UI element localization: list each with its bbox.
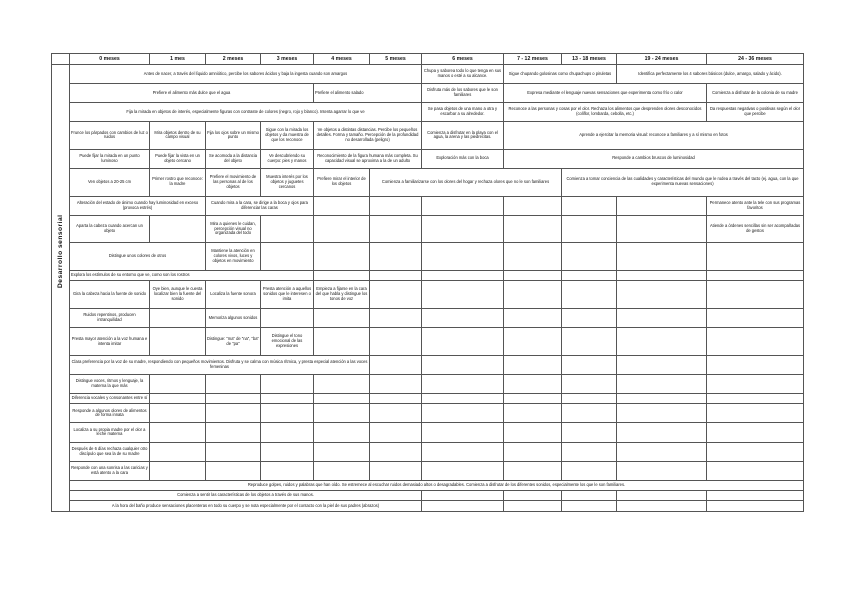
grid-cell — [261, 215, 314, 243]
grid-cell — [617, 442, 707, 461]
table-row — [52, 309, 804, 328]
grid-cell: Permanece atento ante la tele con sus programas favoritos — [707, 196, 804, 215]
grid-cell — [370, 271, 422, 281]
grid-cell: Prefiere el alimento más dulce que el agua — [70, 84, 314, 103]
grid-cell — [504, 394, 562, 404]
table-row — [52, 394, 804, 404]
grid-cell — [150, 394, 206, 404]
grid-cell — [422, 374, 504, 393]
grid-cell: Comienza a sentir las características de los objetos a través de sus manos. — [70, 491, 422, 501]
grid-cell: Fija los ojos sobre un mismo punto — [206, 122, 261, 150]
grid-cell — [707, 461, 804, 480]
table-row — [52, 122, 804, 150]
grid-cell — [314, 309, 370, 328]
table-row — [52, 480, 804, 490]
grid-cell — [562, 394, 617, 404]
grid-cell — [206, 394, 261, 404]
grid-cell — [261, 243, 314, 271]
grid-cell: Primer rostro que reconoce: la madre — [150, 168, 206, 196]
grid-cell — [422, 215, 504, 243]
grid-cell — [314, 442, 370, 461]
grid-cell — [617, 394, 707, 404]
grid-cell — [422, 281, 504, 309]
grid-cell — [707, 394, 804, 404]
grid-cell — [422, 442, 504, 461]
grid-cell: Expresa mediante el lenguaje nuevas sensaciones que experimenta como frío o calor — [504, 84, 707, 103]
header-19-24-meses: 19 - 24 meses — [617, 54, 707, 65]
grid-cell: Mantiene la atención en colores vivos, luces y objetos en movimiento — [206, 243, 261, 271]
grid-cell — [562, 501, 617, 512]
grid-cell — [206, 374, 261, 393]
sensory-development-table — [51, 53, 804, 512]
grid-cell — [617, 491, 707, 501]
grid-cell — [150, 404, 206, 423]
header-0-meses: 0 meses — [70, 54, 150, 65]
grid-cell — [314, 461, 370, 480]
header-4-meses: 4 meses — [314, 54, 370, 65]
grid-cell: Ve objetos a distintas distancias. Percibe los pequeños detalles. Forma y tamaño. Percepción de la profundidad no desarrollada (peligro) — [314, 122, 422, 150]
grid-cell: Puede fijar la mirada en un punto luminoso — [70, 149, 150, 168]
grid-cell — [314, 243, 370, 271]
grid-cell — [707, 374, 804, 393]
grid-cell: Ve descubriendo su cuerpo: pies y manos — [261, 149, 314, 168]
table-row — [52, 84, 804, 103]
grid-cell — [562, 281, 617, 309]
grid-cell — [504, 423, 562, 442]
grid-cell — [707, 309, 804, 328]
grid-cell: Aparta la cabeza cuando acercan un objeto — [70, 215, 150, 243]
grid-cell — [504, 328, 562, 356]
grid-cell — [617, 404, 707, 423]
grid-cell — [261, 423, 314, 442]
grid-cell: Comienza a disfrutar de la colonia de su madre — [707, 84, 804, 103]
grid-cell: Mira objetos dentro de su campo visual — [150, 122, 206, 150]
table-row — [52, 65, 804, 84]
grid-cell: Cuando mira a la cara, se dirige a la boca y ojos para diferenciar las caras — [206, 196, 314, 215]
grid-cell — [370, 394, 422, 404]
header-5-meses: 5 meses — [370, 54, 422, 65]
grid-cell — [314, 374, 370, 393]
grid-cell — [562, 215, 617, 243]
grid-cell: Ven objetos a 20-25 cm — [70, 168, 150, 196]
grid-cell — [707, 243, 804, 271]
grid-cell: Gira la cabeza hacia la fuente de sonido — [70, 281, 150, 309]
grid-cell — [562, 374, 617, 393]
grid-cell — [562, 423, 617, 442]
grid-cell — [422, 461, 504, 480]
grid-cell — [150, 215, 206, 243]
grid-cell — [314, 423, 370, 442]
table-row — [52, 168, 804, 196]
grid-cell — [370, 461, 422, 480]
header-13-18-meses: 13 - 18 meses — [562, 54, 617, 65]
grid-cell — [707, 442, 804, 461]
grid-cell — [422, 491, 504, 501]
grid-cell — [370, 281, 422, 309]
grid-cell: Identifica perfectamente los 4 sabores básicos (dulce, amargo, salado y ácido). — [617, 65, 804, 84]
grid-cell — [370, 309, 422, 328]
grid-cell — [707, 423, 804, 442]
grid-cell: Sigue chupando golosinas como chupachups o piruletas — [504, 65, 617, 84]
grid-cell: Muestra interés por los objetos y juguetes cercanos — [261, 168, 314, 196]
grid-cell: Responde a cambios bruscos de luminosidad — [504, 149, 804, 168]
table-row — [52, 423, 804, 442]
grid-cell — [617, 215, 707, 243]
grid-cell: Atiende a órdenes sencillas sin ser acompañadas de gestos — [707, 215, 804, 243]
grid-cell — [150, 328, 206, 356]
grid-cell — [504, 404, 562, 423]
grid-cell — [150, 442, 206, 461]
grid-cell: Responde a algunos olores de alimentos de forma innata — [70, 404, 150, 423]
grid-cell — [422, 355, 504, 374]
grid-cell — [617, 461, 707, 480]
corner-cell — [52, 54, 70, 65]
grid-cell: Fija la mirada en objetos de interés, especialmente figuras con contraste de colores (negro, rojo y blanco). Intenta agarrar lo que ve — [70, 103, 422, 122]
grid-cell: Diferencia vocales y consonantes entre sí — [70, 394, 150, 404]
grid-cell — [314, 328, 370, 356]
grid-cell: Alteración del estado de ánimo cuando hay luminosidad en exceso (provoca estrés) — [70, 196, 206, 215]
grid-cell: Comienza a disfrutar en la playa con el agua, la arena y las piedrecitas. — [422, 122, 504, 150]
grid-cell: Prefiere el alimento salado — [314, 84, 422, 103]
grid-cell — [314, 394, 370, 404]
grid-cell — [562, 271, 617, 281]
grid-cell — [707, 491, 804, 501]
table-row — [52, 461, 804, 480]
grid-cell — [206, 461, 261, 480]
grid-cell: Presta atención a aquellos sonidos que le interesen o imita — [261, 281, 314, 309]
grid-cell — [707, 404, 804, 423]
grid-cell: Da respuestas negativas o positivas según el olor que percibe — [707, 103, 804, 122]
grid-cell — [422, 309, 504, 328]
grid-cell — [617, 374, 707, 393]
grid-cell: Oye bien, aunque le cuesta localizar bien la fuente del sonido — [150, 281, 206, 309]
grid-cell — [617, 423, 707, 442]
grid-cell: Localiza a su propia madre por el olor a leche materna — [70, 423, 150, 442]
grid-cell: Explora los estímulos de su entorno que ve, como son los rostros — [70, 271, 314, 281]
grid-cell — [206, 442, 261, 461]
table-row — [52, 103, 804, 122]
grid-cell — [150, 309, 206, 328]
table-row — [52, 243, 804, 271]
header-7-12-meses: 7 - 12 meses — [504, 54, 562, 65]
grid-cell — [504, 501, 562, 512]
grid-cell — [504, 196, 562, 215]
grid-cell: Responde con una sonrisa a las caricias y está atento a la cara — [70, 461, 150, 480]
grid-cell: Puede fijar la vista en un objeto cercano — [150, 149, 206, 168]
grid-cell — [370, 243, 422, 271]
table-row — [52, 281, 804, 309]
table-row — [52, 355, 804, 374]
grid-cell: Comienza a tomar conciencia de las cualidades y características del mundo que le rodea a través del tacto (ej. agua, con la que experimenta nuevas sensaciones) — [562, 168, 804, 196]
grid-cell — [150, 461, 206, 480]
grid-cell — [562, 491, 617, 501]
grid-cell — [504, 491, 562, 501]
grid-cell — [562, 243, 617, 271]
grid-cell: Empieza a fijarse en la cara del que habla y distingue los tonos de voz — [314, 281, 370, 309]
grid-cell — [422, 243, 504, 271]
grid-cell — [504, 309, 562, 328]
header-2-meses: 2 meses — [206, 54, 261, 65]
header-3-meses: 3 meses — [261, 54, 314, 65]
grid-cell — [370, 196, 422, 215]
grid-cell: Antes de nacer, a través del líquido amniótico, percibe los sabores ácidos y baja la ingesta cuando son amargos — [70, 65, 422, 84]
grid-cell: Distingue: "ma" de "na", "ba" de "pa" — [206, 328, 261, 356]
grid-cell — [314, 271, 370, 281]
grid-cell — [422, 404, 504, 423]
grid-cell: Distingue unos colores de otros — [70, 243, 206, 271]
grid-cell: Frunce los párpados con cambios de luz o ruidos — [70, 122, 150, 150]
grid-cell — [504, 281, 562, 309]
table-row — [52, 404, 804, 423]
grid-cell: Chupa y saborea todo lo que tenga en sus manos o esté a su alcance. — [422, 65, 504, 84]
grid-cell: Aprende a ejercitar la memoria visual: reconoce a familiares y a sí mismo en fotos — [504, 122, 804, 150]
grid-cell — [504, 374, 562, 393]
grid-cell — [562, 355, 617, 374]
grid-cell — [707, 281, 804, 309]
grid-cell — [150, 374, 206, 393]
grid-cell — [314, 404, 370, 423]
grid-cell: Clara preferencia por la voz de su madre, respondiendo con pequeños movimientos. Disfruta y se calma con música rítmica, y presta especial atención a las voces femeninas — [70, 355, 370, 374]
grid-cell — [504, 355, 562, 374]
grid-cell — [617, 281, 707, 309]
header-row — [52, 54, 804, 65]
table-row — [52, 196, 804, 215]
table-row — [52, 328, 804, 356]
grid-cell — [261, 374, 314, 393]
grid-cell — [370, 355, 422, 374]
grid-cell — [562, 309, 617, 328]
grid-cell — [206, 404, 261, 423]
header-24-36-meses: 24 - 36 meses — [707, 54, 804, 65]
grid-cell — [261, 309, 314, 328]
grid-cell: Localiza la fuente sonora — [206, 281, 261, 309]
grid-cell — [370, 328, 422, 356]
grid-cell — [504, 215, 562, 243]
grid-cell — [370, 374, 422, 393]
section-label-cell: Desarrollo sensorial — [52, 65, 70, 512]
grid-cell — [261, 461, 314, 480]
grid-cell: Memoriza algunos sonidos — [206, 309, 261, 328]
grid-cell — [422, 423, 504, 442]
grid-cell: Ruidos repentinos, producen intranquilidad — [70, 309, 150, 328]
grid-cell — [617, 243, 707, 271]
grid-cell: Se acomoda a la distancia del objeto — [206, 149, 261, 168]
grid-cell — [422, 394, 504, 404]
grid-cell: Prefiere el movimiento de las personas al de los objetos — [206, 168, 261, 196]
grid-cell — [370, 442, 422, 461]
grid-cell: Presta mayor atención a la voz humana e intenta imitar — [70, 328, 150, 356]
grid-cell — [370, 404, 422, 423]
table-row — [52, 374, 804, 393]
grid-cell: Reconocimiento de la figura humana más completa. Su capacidad visual se aproxima a la de un adulto — [314, 149, 422, 168]
grid-cell — [422, 196, 504, 215]
grid-cell: Reproduce golpes, ruidos y palabras que han oído. Se estremece al escuchar ruidos demasiado altos o desagradables. Comienza a disfrutar de los diferentes sonidos, especialmente los que le son familiares. — [70, 480, 804, 490]
table-row — [52, 442, 804, 461]
grid-cell — [562, 328, 617, 356]
table-row — [52, 501, 804, 512]
grid-cell — [617, 355, 707, 374]
grid-cell — [617, 501, 707, 512]
table-row — [52, 491, 804, 501]
grid-cell — [617, 196, 707, 215]
grid-cell — [562, 404, 617, 423]
grid-cell: Después de 6 días rechaza cualquier otro discípulo que sea la de su madre — [70, 442, 150, 461]
grid-cell — [562, 196, 617, 215]
grid-cell — [562, 442, 617, 461]
grid-cell: Distingue el tono emocional de las expresiones — [261, 328, 314, 356]
grid-cell: Reconoce a las personas y cosas por el olor. Rechaza los alimentos que desprenden olores desconocidos (coliflor, lombarda, cebolla, etc.) — [504, 103, 707, 122]
grid-cell: A la hora del baño produce sensaciones placenteras en todo su cuerpo y se nota especialmente por el contacto con la piel de sus padres (abrazos) — [70, 501, 422, 512]
grid-cell — [261, 442, 314, 461]
grid-cell — [617, 271, 707, 281]
grid-cell — [150, 423, 206, 442]
grid-cell — [504, 461, 562, 480]
grid-cell — [422, 328, 504, 356]
table-row — [52, 149, 804, 168]
grid-cell: Prefiere mirar el interior de los objetos — [314, 168, 370, 196]
grid-cell: Comienza a familiarizarse con los olores del hogar y rechaza olores que no le son familiares — [370, 168, 562, 196]
grid-cell — [206, 423, 261, 442]
grid-cell — [562, 461, 617, 480]
grid-cell — [707, 271, 804, 281]
header-6-meses: 6 meses — [422, 54, 504, 65]
table-row — [52, 215, 804, 243]
grid-cell — [617, 328, 707, 356]
grid-cell — [707, 328, 804, 356]
grid-cell — [261, 404, 314, 423]
grid-cell: Mira a quienes le cuidan, percepción visual no organizada del todo — [206, 215, 261, 243]
grid-cell — [504, 271, 562, 281]
table-row — [52, 271, 804, 281]
grid-cell — [617, 309, 707, 328]
grid-cell — [314, 196, 370, 215]
grid-cell — [422, 501, 504, 512]
grid-cell — [370, 215, 422, 243]
grid-cell — [261, 394, 314, 404]
grid-cell — [422, 271, 504, 281]
grid-cell: Se pasa objetos de una mano a otra y escarbar a su alrededor. — [422, 103, 504, 122]
header-1-mes: 1 mes — [150, 54, 206, 65]
grid-cell — [707, 355, 804, 374]
grid-cell — [707, 501, 804, 512]
grid-cell — [370, 423, 422, 442]
grid-cell: Disfruta más de los sabores que le son familiares — [422, 84, 504, 103]
grid-cell: Exploración más con la boca — [422, 149, 504, 168]
grid-cell: Distingue voces, ritmos y lenguaje, la materna la que más — [70, 374, 150, 393]
grid-cell — [504, 243, 562, 271]
grid-cell: Sigue con la mirada los objetos y da muestra de que los reconoce — [261, 122, 314, 150]
grid-cell — [314, 215, 370, 243]
grid-cell — [504, 442, 562, 461]
